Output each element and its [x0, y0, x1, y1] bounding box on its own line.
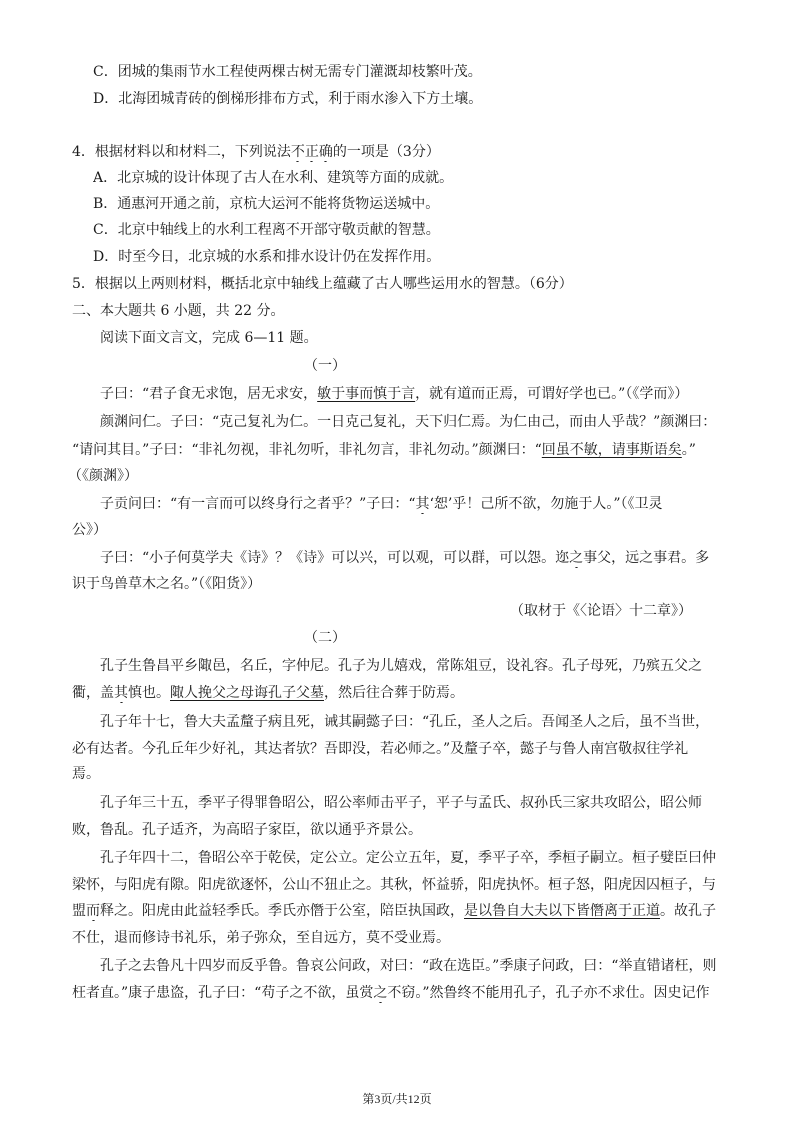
q5-question: 5．根据以上两则材料，概括北京中轴线上蕴藏了古人哪些运用水的智慧。（6分） — [72, 276, 573, 292]
passage-9-line-1: 孔子之去鲁凡十四岁而反乎鲁。鲁哀公问政，对曰：“政在选臣。”季康子问政，曰：“举直错诸枉，则 — [100, 958, 717, 974]
passage-8-line-3: 盟而释之。阳虎由此益轻季氏。季氏亦僭于公室，陪臣执国政，是以鲁自大夫以下皆僭离于正道。故孔子 — [72, 903, 716, 919]
passage-8-line-1: 孔子年四十二，鲁昭公卒于乾侯，定公立。定公立五年，夏，季平子卒，季桓子嗣立。桓子嬖臣曰仲 — [100, 850, 716, 866]
passage-3-line-1: 子贡问曰：“有一言而可以终身行之者乎？”子曰：“其‘恕’乎！己所不欲，勿施于人。”（《卫灵 — [100, 496, 663, 512]
source-citation: （取材于《〈论语〉十二章》） — [510, 603, 692, 619]
section-heading: 二、本大题共 6 小题，共 22 分。 — [72, 303, 285, 319]
passage-7-line-2: 败，鲁乱。孔子适齐，为高昭子家臣，欲以通乎齐景公。 — [72, 822, 422, 838]
passage-6-line-3: 焉。 — [72, 766, 100, 782]
passage-5-line-2: 衢，盖其慎也。陬人挽父之母诲孔子父墓，然后往合葬于防焉。 — [72, 685, 464, 701]
q4-option-a: A．北京城的设计体现了古人在水利、建筑等方面的成就。 — [93, 170, 454, 186]
passage-2-line-2: “请问其目。”子曰：“非礼勿视，非礼勿听，非礼勿言，非礼勿动。”颜渊曰：“回虽不敏，请事斯语矣。” — [72, 442, 696, 458]
passage-7-line-1: 孔子年三十五，季平子得罪鲁昭公，昭公率师击平子，平子与孟氏、叔孙氏三家共攻昭公，昭公师 — [100, 795, 702, 811]
passage-8-line-4: 不仕，退而修诗书礼乐，弟子弥众，至自远方，莫不受业焉。 — [72, 930, 450, 946]
passage-1: 子曰：“君子食无求饱，居无求安，敏于事而慎于言，就有道而正焉，可谓好学也已。”（《学而》） — [100, 386, 689, 402]
passage-4-line-1: 子曰：“小子何莫学夫《诗》？《诗》可以兴，可以观，可以群，可以怨。迩之事父，远之事君。多 — [100, 550, 710, 566]
passage-2-line-1: 颜渊问仁。子曰：“克己复礼为仁。一日克己复礼，天下归仁焉。为仁由己，而由人乎哉？”颜渊曰： — [100, 414, 717, 430]
passage-8-line-2: 梁怀，与阳虎有隙。阳虎欲逐怀，公山不狃止之。其秋，怀益骄，阳虎执怀。桓子怒，阳虎因囚桓子，与 — [72, 877, 716, 893]
passage-4-line-2: 识于鸟兽草木之名。”（《阳货》） — [72, 576, 262, 592]
passage-6-line-1: 孔子年十七，鲁大夫孟釐子病且死，诫其嗣懿子曰：“孔丘，圣人之后。吾闻圣人之后，虽不当世， — [100, 714, 710, 730]
passage-6-line-2: 必有达者。今孔丘年少好礼，其达者欤？吾即没，若必师之。”及釐子卒，懿子与鲁人南宫敬叔往学礼 — [72, 741, 689, 757]
q3-option-c: C．团城的集雨节水工程使两棵古树无需专门灌溉却枝繁叶茂。 — [93, 64, 482, 80]
q4-option-c: C．北京中轴线上的水利工程离不开部守敬贡献的智慧。 — [93, 222, 440, 238]
part2-label: （二） — [304, 630, 346, 646]
section-instruction: 阅读下面文言文，完成 6—11 题。 — [100, 330, 318, 346]
page-number: 第3页/共12页 — [362, 1092, 432, 1106]
passage-3-line-2: 公》） — [72, 522, 107, 538]
q3-option-d: D．北海团城青砖的倒梯形排布方式，利于雨水渗入下方土壤。 — [93, 91, 483, 107]
q4-option-b: B．通惠河开通之前，京杭大运河不能将货物运送城中。 — [93, 196, 440, 212]
passage-9-line-2: 枉者直。”康子患盗，孔子曰：“苟子之不欲，虽赏之不窃。”然鲁终不能用孔子，孔子亦不求仕。因史记作 — [72, 985, 710, 1001]
passage-2-line-3: （《颜渊》） — [68, 468, 138, 484]
q4-option-d: D．时至今日，北京城的水系和排水设计仍在发挥作用。 — [93, 249, 441, 265]
passage-5-line-1: 孔子生鲁昌平乡陬邑，名丘，字仲尼。孔子为儿嬉戏，常陈俎豆，设礼容。孔子母死，乃殡五父之 — [100, 658, 702, 674]
q4-stem: 4．根据材料以和材料二，下列说法不正确的一项是（3分） — [72, 144, 440, 160]
part1-label: （一） — [304, 358, 346, 374]
